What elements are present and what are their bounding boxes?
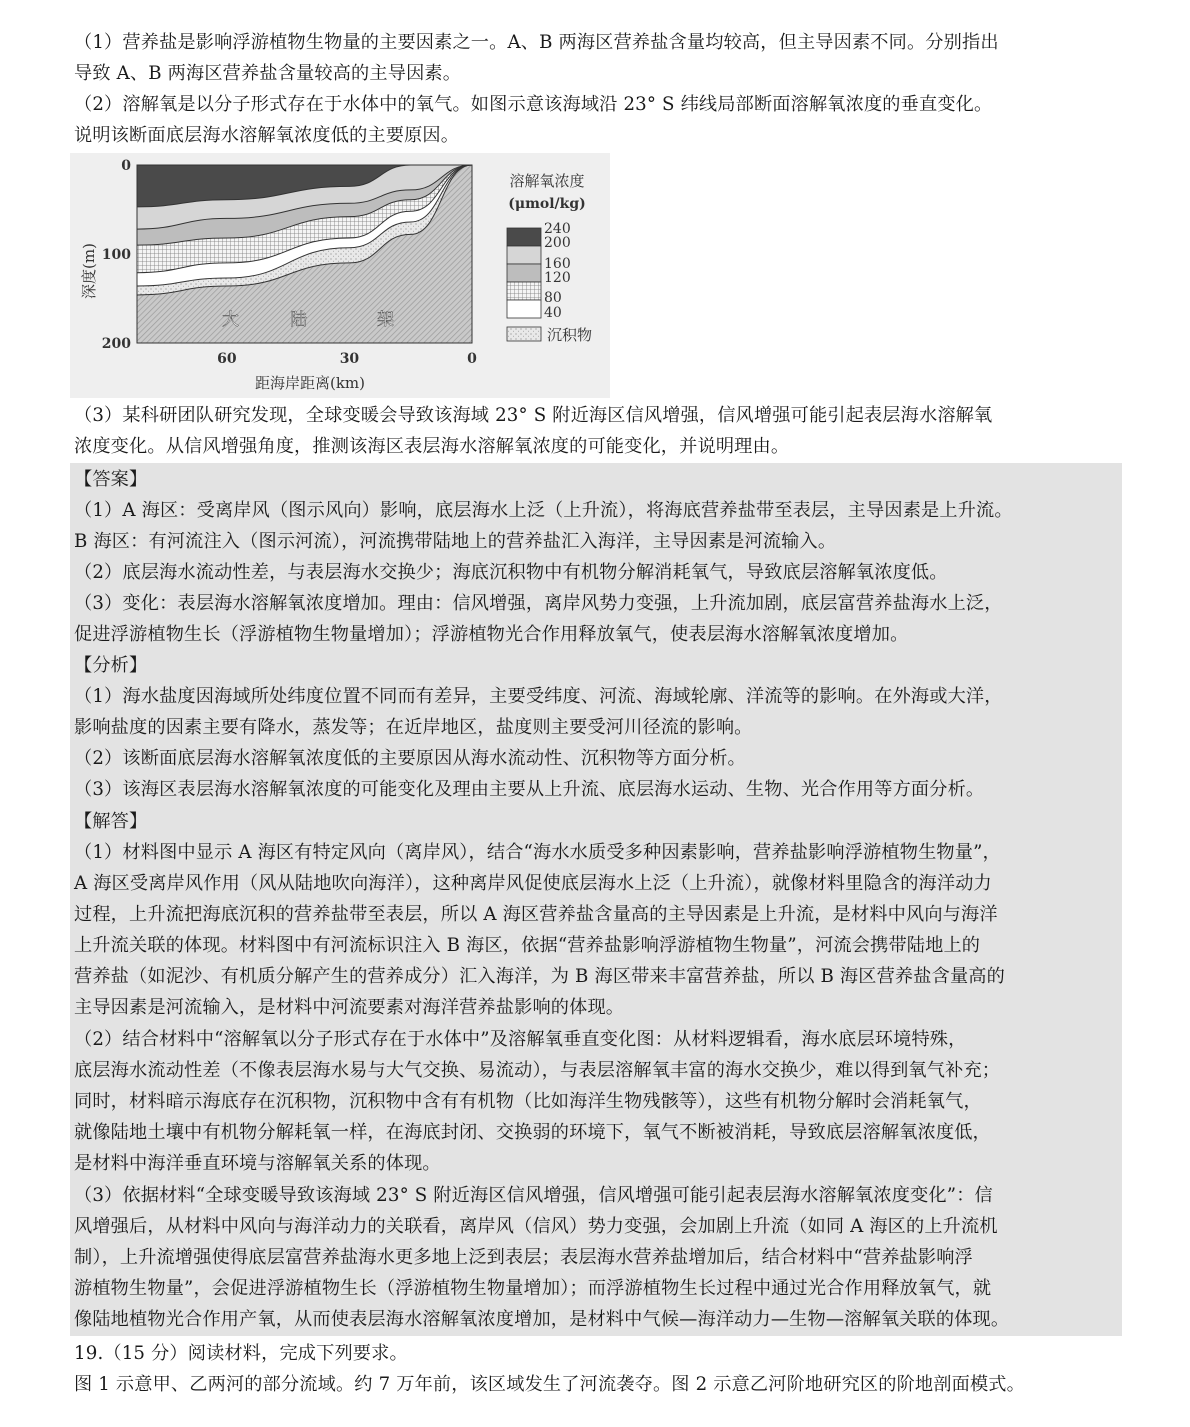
- analysis-line: （2）该断面底层海水溶解氧浓度低的主要原因从海水流动性、沉积物等方面分析。: [74, 748, 746, 769]
- analysis-line: （1）海水盐度因海域所处纬度位置不同而有差异，主要受纬度、河流、海域轮廓、洋流等的影响。在外海或大洋，: [74, 686, 1003, 707]
- answer-heading: 【答案】: [74, 469, 148, 490]
- question-3-line-2: 浓度变化。从信风增强角度，推测该海区表层海水溶解氧浓度的可能变化，并说明理由。: [74, 436, 790, 457]
- solution-line: 就像陆地土壤中有机物分解耗氧一样，在海底封闭、交换弱的环境下，氧气不断被消耗，导致底层溶解氧浓度低，: [74, 1122, 991, 1143]
- next-question-title: 19.（15 分）阅读材料，完成下列要求。: [74, 1343, 408, 1364]
- solution-line: 是材料中海洋垂直环境与溶解氧关系的体现。: [74, 1153, 441, 1174]
- analysis-line: （3）该海区表层海水溶解氧浓度的可能变化及理由主要从上升流、底层海水运动、生物、光合作用等方面分析。: [74, 779, 985, 800]
- legend-sediment-label: 沉积物: [547, 326, 593, 344]
- y-tick-label: 100: [101, 247, 131, 263]
- shelf-label-char-2: 陆: [290, 310, 307, 330]
- solution-line: 像陆地植物光合作用产氧，从而使表层海水溶解氧浓度增加，是材料中气候—海洋动力—生物—溶解氧关联的体现。: [74, 1309, 1010, 1330]
- legend: [507, 172, 592, 344]
- legend-value-160: 160: [544, 256, 571, 272]
- solution-line: 主导因素是河流输入，是材料中河流要素对海洋营养盐影响的体现。: [74, 997, 625, 1018]
- question-3-line-1: （3）某科研团队研究发现，全球变暖会导致该海域 23° S 附近海区信风增强，信风增强可能引起表层海水溶解氧: [74, 405, 993, 426]
- analysis-line: 影响盐度的因素主要有降水，蒸发等；在近岸地区，盐度则主要受河川径流的影响。: [74, 717, 753, 738]
- dissolved-oxygen-chart: [70, 153, 610, 398]
- question-2-line-1: （2）溶解氧是以分子形式存在于水体中的氧气。如图示意该海域沿 23° S 纬线局部断面溶解氧浓度的垂直变化。: [74, 94, 993, 115]
- legend-swatch-200-240: [507, 228, 541, 246]
- solution-line: A 海区受离岸风作用（风从陆地吹向海洋），这种离岸风促使底层海水上泛（上升流），就像材料里隐含的海洋动力: [74, 873, 992, 894]
- legend-value-40: 40: [544, 305, 562, 321]
- question-1-line-1: （1）营养盐是影响浮游植物生物量的主要因素之一。A、B 两海区营养盐含量均较高，但主导因素不同。分别指出: [74, 32, 999, 53]
- legend-swatch-40-80: [507, 300, 541, 318]
- shelf-label-char-3: 架: [377, 310, 394, 330]
- legend-swatch-120-160: [507, 264, 541, 282]
- y-tick-label: 0: [121, 158, 131, 174]
- solution-line: 上升流关联的体现。材料图中有河流标识注入 B 海区，依据“营养盐影响浮游植物生物量”，河流会携带陆地上的: [74, 935, 981, 956]
- solution-line: 制），上升流增强使得底层富营养盐海水更多地上泛到表层；表层海水营养盐增加后，结合材料中“营养盐影响浮: [74, 1247, 973, 1268]
- legend-swatch-sediment: [507, 327, 541, 341]
- answer-line: 促进浮游植物生长（浮游植物生物量增加）；浮游植物光合作用释放氧气，使表层海水溶解氧浓度增加。: [74, 624, 909, 645]
- legend-value-200: 200: [544, 235, 571, 251]
- chart-svg: [70, 153, 610, 398]
- answer-line: （3）变化：表层海水溶解氧浓度增加。理由：信风增强，离岸风势力变强，上升流加剧，底层富营养盐海水上泛，: [74, 593, 1003, 614]
- solution-line: 风增强后，从材料中风向与海洋动力的关联看，离岸风（信风）势力变强，会加剧上升流（如同 A 海区的上升流机: [74, 1216, 998, 1237]
- solution-line: 过程，上升流把海底沉积的营养盐带至表层，所以 A 海区营养盐含量高的主导因素是上升流，是材料中风向与海洋: [74, 904, 998, 925]
- shelf-label-char-1: 大: [222, 310, 239, 330]
- y-axis-label: 深度(m): [80, 243, 98, 299]
- x-tick-label: 30: [339, 351, 360, 367]
- answer-line: （2）底层海水流动性差，与表层海水交换少；海底沉积物中有机物分解消耗氧气，导致底层溶解氧浓度低。: [74, 562, 948, 583]
- legend-unit: (μmol/kg): [508, 196, 586, 212]
- x-tick-label: 60: [217, 351, 237, 367]
- solution-line: （3）依据材料“全球变暖导致该海域 23° S 附近海区信风增强，信风增强可能引起表层海水溶解氧浓度变化”：信: [74, 1185, 993, 1206]
- x-tick-label: 0: [467, 351, 477, 367]
- solution-line: 游植物生物量”，会促进浮游植物生长（浮游植物生物量增加）；而浮游植物生长过程中通过光合作用释放氧气，就: [74, 1278, 992, 1299]
- answer-line: （1）A 海区：受离岸风（图示风向）影响，底层海水上泛（上升流），将海底营养盐带至表层，主导因素是上升流。: [74, 500, 1013, 521]
- x-axis-label: 距海岸距离(km): [254, 374, 366, 392]
- next-question-text: 图 1 示意甲、乙两河的部分流域。约 7 万年前，该区域发生了河流袭夺。图 2 示意乙河阶地研究区的阶地剖面模式。: [74, 1374, 1025, 1395]
- legend-title: 溶解氧浓度: [509, 172, 585, 190]
- solution-line: 底层海水流动性差（不像表层海水易与大气交换、易流动），与表层溶解氧丰富的海水交换少，难以得到氧气补充；: [74, 1060, 1001, 1081]
- solution-line: （2）结合材料中“溶解氧以分子形式存在于水体中”及溶解氧垂直变化图：从材料逻辑看，海水底层环境特殊，: [74, 1029, 967, 1050]
- legend-swatch-160-200: [507, 246, 541, 264]
- legend-value-120: 120: [544, 270, 571, 286]
- legend-value-240: 240: [544, 221, 571, 237]
- y-tick-label: 200: [101, 336, 131, 352]
- solution-line: （1）材料图中显示 A 海区有特定风向（离岸风），结合“海水水质受多种因素影响，营养盐影响浮游植物生物量”，: [74, 842, 1001, 863]
- solution-heading: 【解答】: [74, 811, 148, 832]
- question-1-line-2: 导致 A、B 两海区营养盐含量较高的主导因素。: [74, 63, 462, 84]
- solution-line: 同时，材料暗示海底存在沉积物，沉积物中含有有机物（比如海洋生物残骸等），这些有机物分解时会消耗氧气，: [74, 1091, 982, 1112]
- question-2-line-2: 说明该断面底层海水溶解氧浓度低的主要原因。: [74, 125, 460, 146]
- legend-swatch-80-120: [507, 282, 541, 300]
- analysis-heading: 【分析】: [74, 655, 148, 676]
- answer-line: B 海区：有河流注入（图示河流），河流携带陆地上的营养盐汇入海洋，主导因素是河流输入。: [74, 531, 837, 552]
- legend-value-80: 80: [544, 290, 562, 306]
- solution-line: 营养盐（如泥沙、有机质分解产生的营养成分）汇入海洋，为 B 海区带来丰富营养盐，所以 B 海区营养盐含量高的: [74, 966, 1005, 987]
